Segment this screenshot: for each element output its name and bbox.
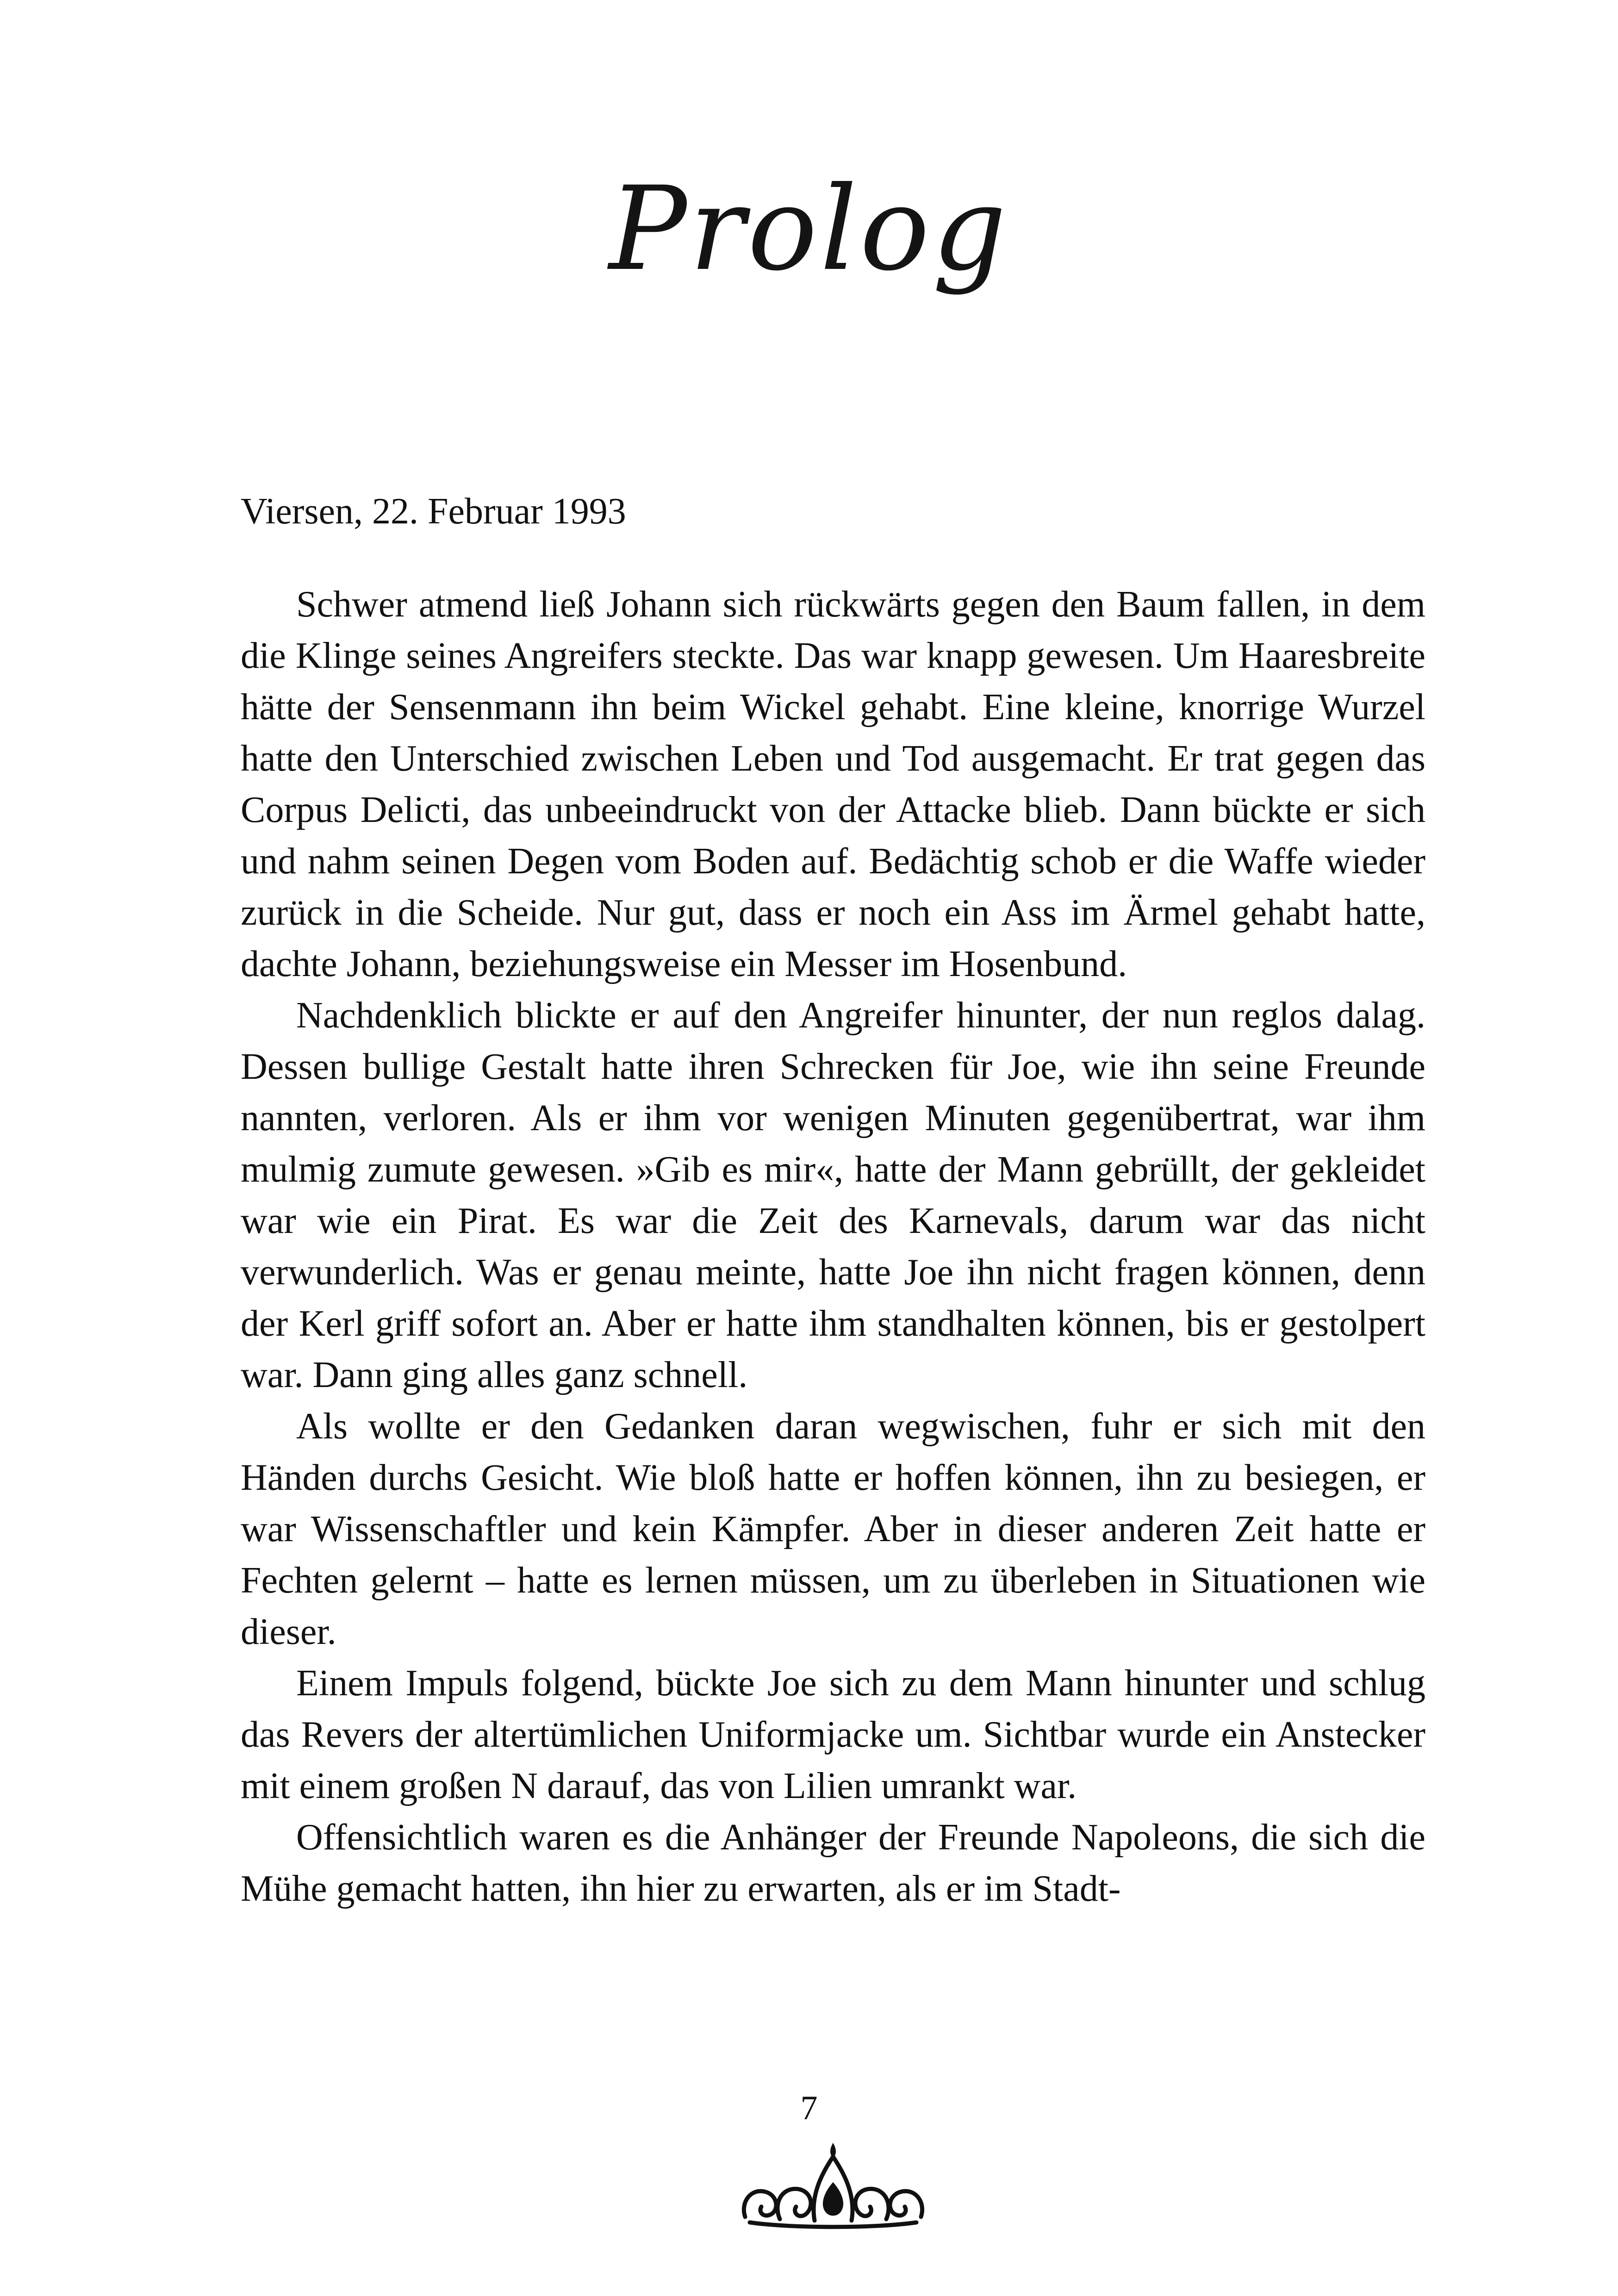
paragraph-5: Offensichtlich waren es die Anhänger der Freunde Napoleons, die sich die Mühe gemacht hatten, ihn hier zu erwarten, als er im Stadt-	[241, 1817, 1425, 1909]
paragraph-1: Schwer atmend ließ Johann sich rückwärts gegen den Baum fallen, in dem die Klinge seines Angreifers steckte. Das war knapp gewesen. Um Haaresbreite hätte der Sensenmann ihn beim Wickel gehabt. Eine kleine, knorrige Wurzel hatte den Unterschied zwischen Leben und Tod ausgemacht. Er trat gegen das Corpus Delicti, das unbeeindruckt von der Attacke blieb. Dann bückte er sich und nahm seinen Degen vom Boden auf. Bedächtig schob er die Waffe wieder zurück in die Scheide. Nur gut, dass er noch ein Ass im Ärmel gehabt hatte, dachte Johann, beziehungsweise ein Messer im Hosenbund.	[241, 584, 1425, 984]
paragraph-3: Als wollte er den Gedanken daran wegwischen, fuhr er sich mit den Händen durchs Gesicht. Wie bloß hatte er hoffen können, ihn zu besiegen, er war Wissenschaftler und kein Kämpfer. Aber in dieser anderen Zeit hatte er Fechten gelernt – hatte es lernen müssen, um zu überleben in Situationen wie dieser.	[241, 1406, 1425, 1652]
dateline: Viersen, 22. Februar 1993	[241, 491, 626, 532]
paragraph-2: Nachdenklich blickte er auf den Angreifer hinunter, der nun reglos dalag. Dessen bullige Gestalt hatte ihren Schrecken für Joe, wie ihn seine Freunde nannten, verloren. Als er ihm vor wenigen Minuten gegenübertrat, war ihm mulmig zumute gewesen. »Gib es mir«, hatte der Mann gebrüllt, der gekleidet war wie ein Pirat. Es war die Zeit des Karnevals, darum war das nicht verwunderlich. Was er genau meinte, hatte Joe ihn nicht fragen können, denn der Kerl griff sofort an. Aber er hatte ihm standhalten können, bis er gestolpert war. Dann ging alles ganz schnell.	[241, 995, 1425, 1395]
paragraph-4: Einem Impuls folgend, bückte Joe sich zu dem Mann hinunter und schlug das Revers der altertümlichen Uniformjacke um. Sichtbar wurde ein Anstecker mit einem großen N darauf, das von Lilien umrankt war.	[241, 1663, 1425, 1806]
body-text	[241, 486, 1425, 1915]
chapter-title: Prolog	[609, 162, 1009, 296]
decorative-flourish-icon	[736, 2138, 930, 2231]
page-number: 7	[800, 2089, 818, 2127]
